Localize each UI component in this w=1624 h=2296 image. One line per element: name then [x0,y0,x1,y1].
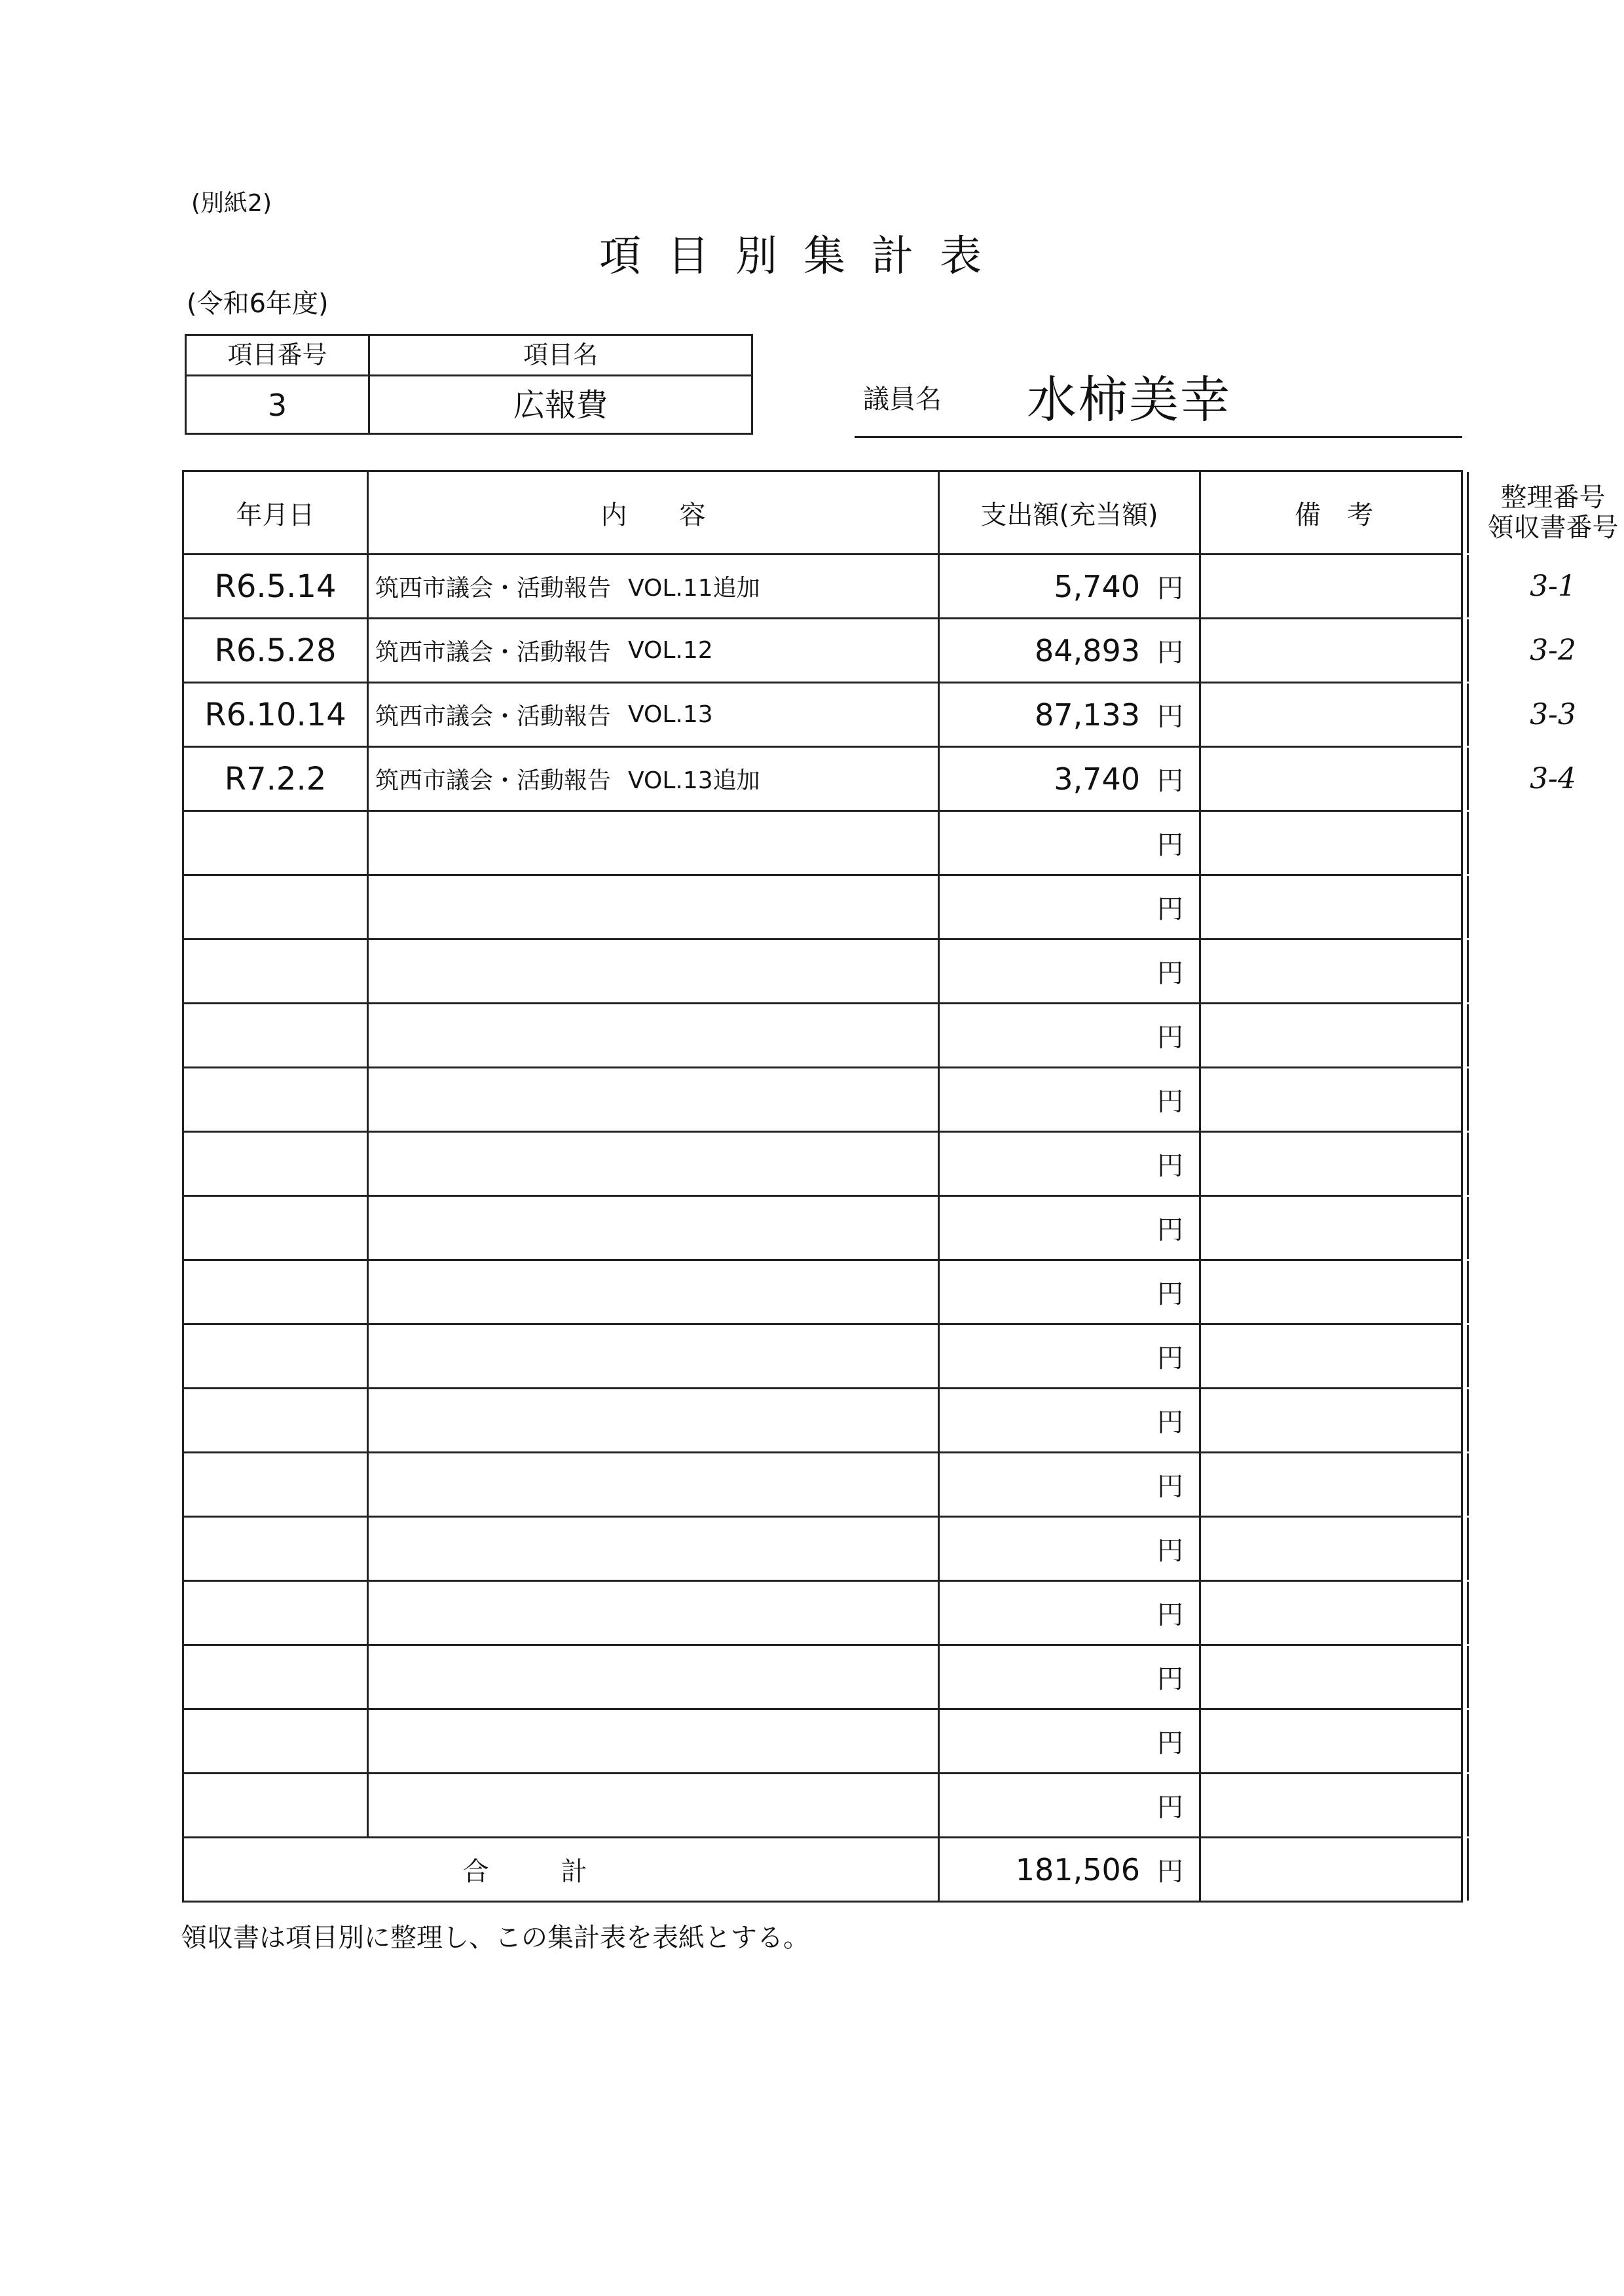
item-name: 広報費 [513,387,608,424]
row-note [1199,1518,1467,1580]
row-note [1199,1325,1467,1387]
row-receipt-number [1467,1325,1624,1387]
total-receipt-number [1467,1838,1624,1901]
row-content [367,748,938,810]
member-name: 水柿美幸 [1027,371,1231,429]
row-receipt-number [1467,1453,1624,1516]
table-row-empty [184,1708,1461,1772]
total-label: 合計 [462,1857,659,1887]
yen-unit: 円 [1157,1793,1183,1823]
table-row-empty [184,1451,1461,1516]
row-amount [938,748,1199,810]
row-receipt-number [1467,940,1624,1002]
row-note [1199,1068,1467,1131]
row-receipt-number [1467,1646,1624,1708]
row-content [367,1325,938,1387]
table-row-empty [184,810,1461,874]
row-date [184,1133,367,1195]
row-date: R6.5.28 [214,632,337,669]
row-receipt-number: 3-1 [1467,555,1624,617]
row-amount [938,1710,1199,1772]
content-text: 筑西市議会・活動報告 [375,639,612,666]
row-receipt-number [1467,1518,1624,1580]
table-row-empty [184,1772,1461,1836]
total-note [1199,1838,1467,1901]
row-note [1199,876,1467,938]
header-date: 年月日 [236,500,315,530]
row-date: R6.5.14 [214,568,337,605]
row-amount [938,1582,1199,1644]
row-content [367,1582,938,1644]
row-amount [938,876,1199,938]
row-content [367,1646,938,1708]
row-receipt-number [1467,1774,1624,1836]
amount-value: 5,740 [1054,568,1140,604]
yen-unit: 円 [1157,1600,1183,1630]
row-content [367,876,938,938]
row-amount [938,683,1199,746]
table-row [184,746,1576,810]
row-amount [938,555,1199,617]
table-row-empty [184,1066,1461,1131]
row-content [367,1453,938,1516]
row-receipt-number: 3-2 [1467,619,1624,682]
row-date [184,812,367,874]
row-date [184,1261,367,1323]
row-amount [938,1197,1199,1259]
row-receipt-number [1467,876,1624,938]
member-underline [855,436,1462,438]
table-row-empty [184,874,1461,938]
content-text: 筑西市議会・活動報告 [375,703,612,730]
content-volume: VOL.13 [628,701,713,728]
table-row-empty [184,1131,1461,1195]
content-volume: VOL.11追加 [628,575,760,602]
table-row-empty [184,1644,1461,1708]
row-content [367,1518,938,1580]
row-content [367,1261,938,1323]
row-note [1199,1646,1467,1708]
table-row [184,682,1576,746]
amount-value: 181,506 [1015,1851,1140,1887]
row-date [184,1389,367,1451]
content-text: 筑西市議会・活動報告 [375,767,612,794]
row-content [367,812,938,874]
row-note [1199,1582,1467,1644]
row-amount [938,1261,1199,1323]
row-content [367,1068,938,1131]
table-row-empty [184,938,1461,1002]
yen-unit: 円 [1157,574,1183,604]
header-number-line2: 領収書番号 [1487,513,1619,543]
row-content [367,1133,938,1195]
yen-unit: 円 [1157,894,1183,924]
row-date [184,1004,367,1066]
amount-value: 84,893 [1035,632,1140,668]
header-content: 内 容 [367,472,938,553]
row-amount [938,1325,1199,1387]
table-header-row [184,472,1619,553]
row-receipt-number [1467,1389,1624,1451]
row-date [184,1774,367,1836]
row-date [184,1582,367,1644]
row-content [367,1710,938,1772]
row-note [1199,1710,1467,1772]
row-amount [938,1518,1199,1580]
row-receipt-number: 3-4 [1467,748,1624,810]
row-date [184,940,367,1002]
row-note [1199,812,1467,874]
row-date [184,1646,367,1708]
row-date [184,1453,367,1516]
yen-unit: 円 [1157,766,1183,796]
amount-value: 3,740 [1054,761,1140,797]
member-label: 議員名 [863,384,942,414]
row-note [1199,1133,1467,1195]
total-amount [938,1838,1199,1901]
table-row-empty [184,1002,1461,1066]
row-receipt-number [1467,1710,1624,1772]
row-content [367,555,938,617]
row-receipt-number [1467,1197,1624,1259]
item-number-header: 項目番号 [227,340,327,369]
header-number-line1: 整理番号 [1500,483,1606,513]
row-amount [938,1389,1199,1451]
row-amount [938,1133,1199,1195]
row-receipt-number [1467,1582,1624,1644]
row-content [367,1389,938,1451]
content-text: 筑西市議会・活動報告 [375,575,612,602]
amount-value: 87,133 [1035,697,1140,733]
header-note: 備 考 [1199,472,1467,553]
row-amount [938,1646,1199,1708]
table-row-empty [184,1259,1461,1323]
row-note [1199,1261,1467,1323]
row-note [1199,683,1467,746]
item-name-header: 項目名 [523,340,598,369]
header-receipt-number [1467,472,1624,553]
row-date [184,1068,367,1131]
document-title: 項目別集計表 [599,232,1008,281]
row-amount [938,1453,1199,1516]
table-row-empty [184,1387,1461,1451]
row-date [184,1197,367,1259]
yen-unit: 円 [1157,1343,1183,1374]
row-receipt-number [1467,1068,1624,1131]
row-date [184,876,367,938]
yen-unit: 円 [1157,1215,1183,1245]
yen-unit: 円 [1157,1023,1183,1053]
row-note [1199,555,1467,617]
row-receipt-number [1467,1133,1624,1195]
yen-unit: 円 [1157,702,1183,732]
row-note [1199,1389,1467,1451]
appendix-label: (別紙2) [191,190,272,217]
row-content [367,683,938,746]
table-row [184,617,1576,682]
row-content [367,1004,938,1066]
table-row-empty [184,1323,1461,1387]
yen-unit: 円 [1157,1472,1183,1502]
row-amount [938,1004,1199,1066]
yen-unit: 円 [1157,1087,1183,1117]
fiscal-year: (令和6年度) [187,289,329,319]
row-date: R7.2.2 [224,760,327,797]
row-receipt-number [1467,812,1624,874]
row-note [1199,1453,1467,1516]
row-note [1199,748,1467,810]
yen-unit: 円 [1157,1728,1183,1758]
content-volume: VOL.12 [628,637,713,664]
row-note [1199,1197,1467,1259]
row-receipt-number: 3-3 [1467,683,1624,746]
header-amount: 支出額(充当額) [938,472,1199,553]
row-receipt-number [1467,1261,1624,1323]
yen-unit: 円 [1157,638,1183,668]
table-row-empty [184,1195,1461,1259]
row-amount [938,1068,1199,1131]
row-content [367,1774,938,1836]
yen-unit: 円 [1157,1536,1183,1566]
row-date [184,1518,367,1580]
row-content [367,1197,938,1259]
content-volume: VOL.13追加 [628,767,760,794]
row-amount [938,940,1199,1002]
item-info-box [185,334,753,435]
item-number: 3 [267,388,287,423]
row-note [1199,1004,1467,1066]
footnote: 領収書は項目別に整理し、この集計表を表紙とする。 [181,1923,809,1953]
row-amount [938,1774,1199,1836]
table-row [184,553,1576,617]
yen-unit: 円 [1157,958,1183,989]
table-row-empty [184,1580,1461,1644]
yen-unit: 円 [1157,1279,1183,1309]
yen-unit: 円 [1157,830,1183,860]
row-amount [938,812,1199,874]
row-note [1199,619,1467,682]
yen-unit: 円 [1157,1408,1183,1438]
row-date [184,1710,367,1772]
yen-unit: 円 [1157,1151,1183,1181]
yen-unit: 円 [1157,1857,1183,1887]
total-row [184,1836,1461,1901]
row-amount [938,619,1199,682]
row-note [1199,940,1467,1002]
row-content [367,619,938,682]
expense-table [182,470,1619,1903]
row-date: R6.10.14 [204,696,346,733]
row-receipt-number [1467,1004,1624,1066]
row-date [184,1325,367,1387]
row-note [1199,1774,1467,1836]
row-content [367,940,938,1002]
yen-unit: 円 [1157,1664,1183,1694]
table-row-empty [184,1516,1461,1580]
